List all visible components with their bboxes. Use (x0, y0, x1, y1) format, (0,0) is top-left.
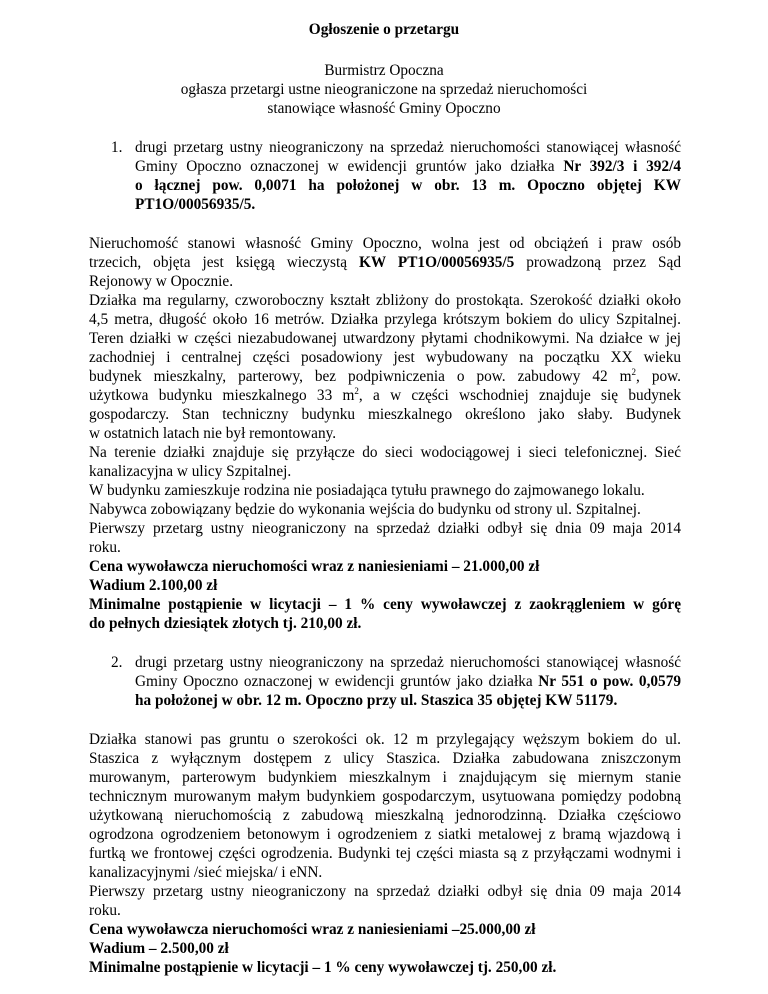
announcement-line: ogłasza przetargi ustne nieograniczone na sprzedaż nieruchomości (180, 81, 588, 98)
paragraph-line: technicznym murowanym małym budynkiem gospodarczym, usytuowana pomiędzy podobną (89, 788, 681, 805)
paragraph-line: furtką we frontowej części ogrodzenia. Budynki tej części miasta są z przyłączami wodnymi i (89, 845, 681, 862)
paragraph-line: 4,5 metra, długość około 16 metrów. Działka przylega krótszym bokiem do ulicy Szpitalnej. (89, 311, 681, 328)
paragraph-line: trzecich, objęta jest księgą wieczystą KW PT1O/00056935/5 prowadzoną przez Sąd (89, 254, 681, 271)
item-line: PT1O/00056935/5. (135, 196, 256, 213)
min-bid-line: do pełnych dziesiątek złotych tj. 210,00 zł. (89, 615, 362, 632)
paragraph-line: roku. (89, 902, 121, 919)
paragraph-line: kanalizacyjna w ulicy Szpitalnej. (89, 463, 292, 480)
price-line: Cena wywoławcza nieruchomości wraz z naniesieniami – 21.000,00 zł (89, 558, 540, 575)
item-number: 2. (111, 654, 123, 671)
page-title: Ogłoszenie o przetargu (308, 21, 460, 38)
item-number: 1. (111, 139, 123, 156)
price-line: Cena wywoławcza nieruchomości wraz z naniesieniami –25.000,00 zł (89, 921, 536, 938)
paragraph-line: zachodniej i centralnej części posadowiony jest wybudowany na początku XX wieku (89, 349, 681, 366)
item-line: drugi przetarg ustny nieograniczony na sprzedaż nieruchomości stanowiącej własność (135, 654, 681, 671)
paragraph-line: Działka ma regularny, czworoboczny kształt zbliżony do prostokąta. Szerokość działki około (89, 292, 681, 309)
paragraph-line: Nieruchomość stanowi własność Gminy Opoczno, wolna jest od obciążeń i praw osób (89, 235, 681, 252)
paragraph-line: gospodarczy. Stan techniczny budynku mieszkalnego określono jako słaby. Budynek (89, 406, 681, 423)
paragraph-line: ogrodzona ogrodzeniem betonowym i ogrodzeniem z siatki metalowej z bramą wjazdową i (89, 826, 681, 843)
paragraph-line: Nabywca zobowiązany będzie do wykonania wejścia do budynku od strony ul. Szpitalnej. (89, 501, 641, 518)
item-line: drugi przetarg ustny nieograniczony na sprzedaż nieruchomości stanowiącej własność (135, 139, 681, 156)
paragraph-line: Rejonowy w Opocznie. (89, 273, 234, 290)
paragraph-line: budynek mieszkalny, parterowy, bez podpiwniczenia o pow. zabudowy 42 $m^2$, pow. (89, 366, 681, 385)
paragraph-line: Pierwszy przetarg ustny nieograniczony na sprzedaż działki odbył się dnia 09 maja 2014 (89, 520, 681, 537)
paragraph-line: w ostatnich latach nie był remontowany. (89, 425, 337, 442)
paragraph-line: roku. (89, 539, 121, 556)
wadium-line: Wadium 2.100,00 zł (89, 577, 218, 594)
item-line: Gminy Opoczno oznaczonej w ewidencji gruntów jako działka Nr 392/3 i 392/4 (135, 158, 681, 175)
paragraph-line: Staszica z wyłącznym dostępem z ulicy Staszica. Działka zabudowana zniszczonym (89, 750, 681, 767)
item-line: o łącznej pow. 0,0071 ha położonej w obr. 13 m. Opoczno objętej KW (135, 177, 681, 194)
paragraph-line: murowanym, parterowym budynkiem mieszkalnym i znajdującym się miernym stanie (89, 769, 681, 786)
paragraph-line: Działka stanowi pas gruntu o szerokości ok. 12 m przylegający węższym bokiem do ul. (89, 731, 681, 748)
paragraph-line: użytkowa budynku mieszkalnego 33 $m^2$, a w części wschodniej znajduje się budynek (89, 385, 681, 404)
final-line (89, 975, 681, 994)
item-line: ha położonej w obr. 12 m. Opoczno przy ul. Staszica 35 objętej KW 51179. (135, 692, 618, 709)
announcement-line: stanowiące własność Gminy Opoczno (267, 100, 501, 117)
paragraph-line: Na terenie działki znajduje się przyłącze do sieci wodociągowej i sieci telefonicznej. Sieć (89, 444, 681, 461)
min-bid-line: Minimalne postąpienie w licytacji – 1 % ceny wywoławczej z zaokrągleniem w górę (89, 596, 681, 613)
paragraph-line: użytkowaną nieruchomością z zabudową mieszkalną jednorodzinną. Działka częściowo (89, 807, 681, 824)
paragraph-line: W budynku zamieszkuje rodzina nie posiadająca tytułu prawnego do zajmowanego lokalu. (89, 482, 645, 499)
item-line: Gminy Opoczno oznaczonej w ewidencji gruntów jako działka Nr 551 o pow. 0,0579 (135, 673, 682, 690)
paragraph-line: Pierwszy przetarg ustny nieograniczony na sprzedaż działki odbył się dnia 09 maja 2014 (89, 883, 681, 900)
wadium-line: Wadium – 2.500,00 zł (89, 940, 229, 957)
paragraph-line: kanalizacyjnymi /sieć miejska/ i eNN. (89, 864, 323, 881)
issuer: Burmistrz Opoczna (324, 62, 444, 79)
paragraph-line: Teren działki w części niezabudowanej utwardzony płytami chodnikowymi. Na działce w jej (89, 330, 681, 347)
min-bid-line: Minimalne postąpienie w licytacji – 1 % ceny wywoławczej tj. 250,00 zł. (89, 959, 557, 976)
